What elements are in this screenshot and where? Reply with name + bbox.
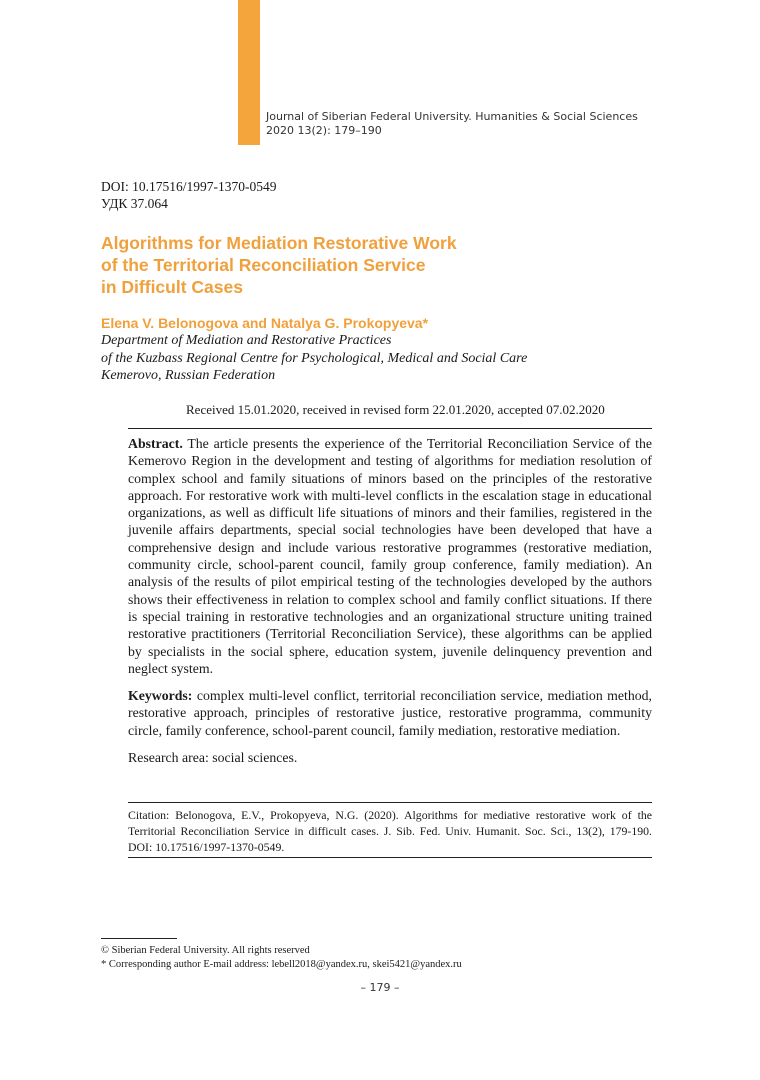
footnote-rule xyxy=(101,938,177,939)
title-line: Algorithms for Mediation Restorative Work xyxy=(101,233,457,253)
title-line: in Difficult Cases xyxy=(101,277,243,297)
doi: DOI: 10.17516/1997-1370-0549 xyxy=(101,179,277,194)
keywords-paragraph xyxy=(128,687,652,739)
journal-header xyxy=(266,110,638,137)
affiliation-line: Kemerovo, Russian Federation xyxy=(101,368,276,383)
page-number: – 179 – xyxy=(360,981,400,994)
authors: Elena V. Belonogova and Natalya G. Prokopyeva* xyxy=(101,315,429,331)
footnotes xyxy=(101,944,462,972)
citation-top-rule xyxy=(128,802,652,803)
citation-bottom-rule xyxy=(128,857,652,858)
keywords-text: complex multi-level conflict, territorial reconciliation service, mediation method, restorative approach, principles of restorative justice, restorative programma, community circle, family conference, school-parent council, family mediation, restorative mediation. xyxy=(128,688,652,738)
udk: УДК 37.064 xyxy=(101,196,168,211)
abstract-section xyxy=(128,435,652,776)
research-area: Research area: social sciences. xyxy=(128,750,298,766)
affiliation-line: Department of Mediation and Restorative Practices xyxy=(101,333,392,348)
orange-accent-bar xyxy=(238,0,260,145)
journal-issue: 2020 13(2): 179–190 xyxy=(266,123,382,137)
doi-block xyxy=(101,178,277,212)
abstract-paragraph xyxy=(128,435,652,677)
title-line: of the Territorial Reconciliation Service xyxy=(101,255,426,275)
keywords-label: Keywords: xyxy=(128,688,193,704)
abstract-text: The article presents the experience of the Territorial Reconciliation Service of the Kemerovo Region in the development and testing of algorithms for mediation resolution of complex school and family situations of minors based on the principles of the restorative approach. For restorative work with multi-level conflicts in the escalation stage in educational organizations, as well as difficult life situations of minors and their families, registered in the juvenile affairs departments, special social technologies have been developed that have a comprehensive design and include various restorative programmes (restorative mediation, community circle, school-parent council, family group conference, family mediation). An analysis of the results of pilot empirical testing of the technologies developed by the authors shows their effectiveness in relation to complex school and family conflict situations. If there is special training in restorative technologies and an organizational structure uniting trained restorative practitioners (Territorial Reconciliation Service), these algorithms can be applied by specialists in the social sphere, education system, juvenile delinquency prevention and neglect system. xyxy=(128,436,652,676)
citation: Citation: Belonogova, E.V., Prokopyeva, N.G. (2020). Algorithms for mediative restorative work of the Territorial Reconciliation Service in difficult cases. J. Sib. Fed. Univ. Humanit. Soc. Sci., 13(2), 179-190. DOI: 10.17516/1997-1370-0549. xyxy=(128,808,652,854)
affiliation-line: of the Kuzbass Regional Centre for Psychological, Medical and Social Care xyxy=(101,350,528,366)
article-title xyxy=(101,232,521,298)
journal-name: Journal of Siberian Federal University. Humanities & Social Sciences xyxy=(266,110,638,123)
abstract-top-rule xyxy=(128,428,652,429)
copyright-note: © Siberian Federal University. All rights reserved xyxy=(101,945,310,956)
corresponding-author-note: * Corresponding author E-mail address: lebell2018@yandex.ru, skei5421@yandex.ru xyxy=(101,959,462,970)
received-dates: Received 15.01.2020, received in revised form 22.01.2020, accepted 07.02.2020 xyxy=(186,402,605,417)
affiliation xyxy=(101,332,527,385)
abstract-label: Abstract. xyxy=(128,436,183,451)
